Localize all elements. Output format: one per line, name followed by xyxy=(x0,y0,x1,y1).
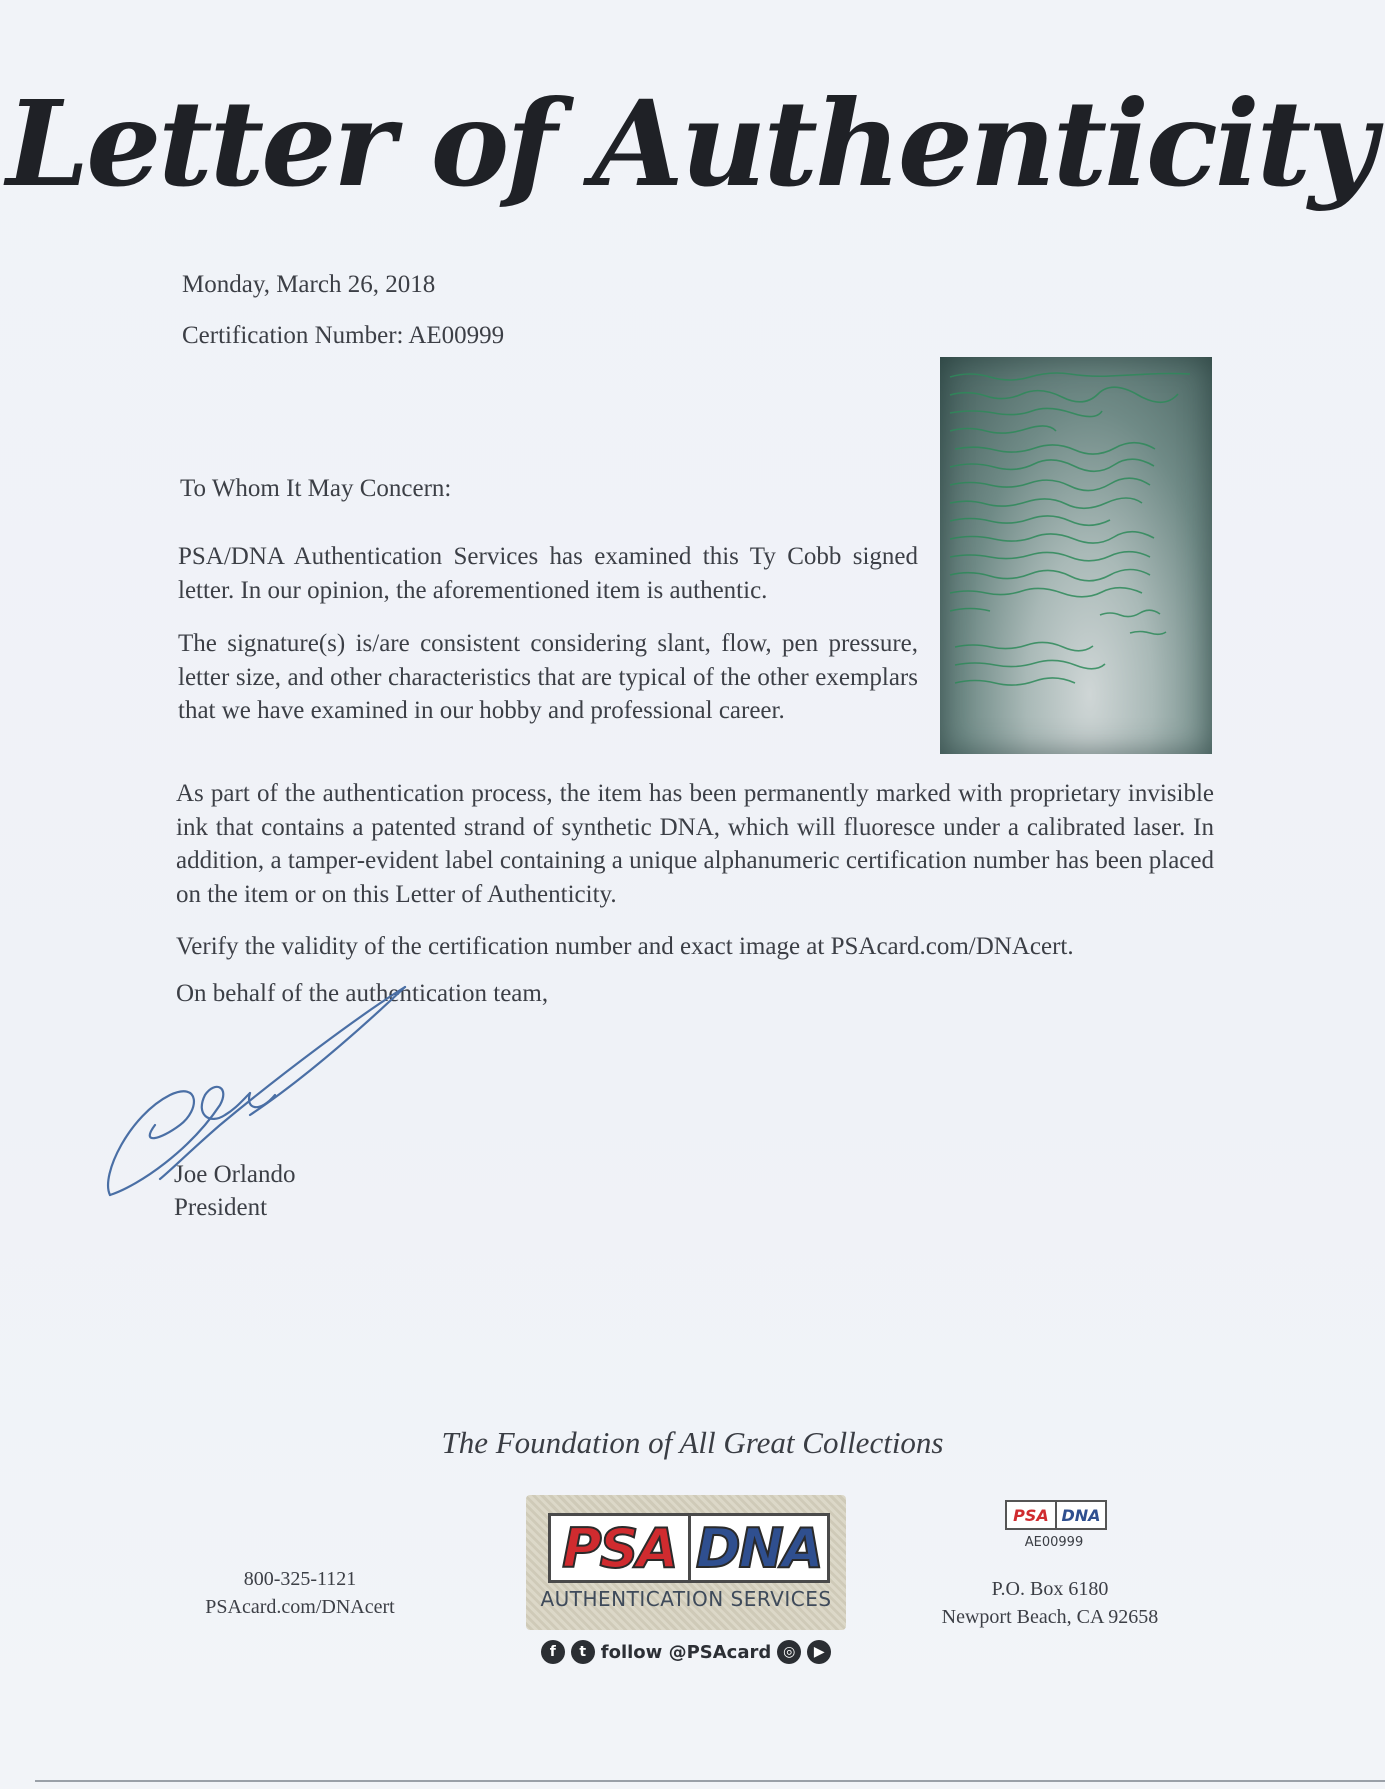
paragraph-examined-text: PSA/DNA Authentication Services has examined this Ty Cobb signed letter. In our opinion, the aforementioned item is authentic. xyxy=(178,543,918,604)
cert-label-dna: DNA xyxy=(1055,1502,1105,1528)
footer-website: PSAcard.com/DNAcert xyxy=(205,1596,395,1618)
logo-dna-text: DNA xyxy=(688,1516,828,1580)
handwritten-letter-image xyxy=(940,357,1212,754)
social-follow xyxy=(526,1640,846,1664)
title-text: Letter of Authenticity xyxy=(6,74,1374,213)
address-line-1: P.O. Box 6180 xyxy=(991,1578,1109,1600)
closing-line: On behalf of the authentication team, xyxy=(176,980,549,1007)
logo-badge xyxy=(548,1513,830,1583)
certification-number: Certification Number: AE00999 xyxy=(182,322,505,349)
follow-handle: follow @PSAcard xyxy=(600,1641,772,1663)
footer-address xyxy=(925,1575,1175,1631)
footer-tagline: The Foundation of All Great Collections xyxy=(441,1425,944,1460)
cert-label-number: AE00999 xyxy=(1024,1535,1084,1550)
paragraph-consistency-text: The signature(s) is/are consistent considering slant, flow, pen pressure, letter size, and other characteristics that are typical of the other exemplars that we have examined in our hobby and professional career. xyxy=(178,630,918,724)
paragraph-verify: Verify the validity of the certification number and exact image at PSAcard.com/DNAcert. xyxy=(176,933,1074,960)
signer-name: Joe Orlando xyxy=(174,1161,296,1188)
cert-label-psa: PSA xyxy=(1013,1505,1049,1525)
paragraph-process xyxy=(176,777,1214,911)
footer-phone: 800-325-1121 xyxy=(243,1568,357,1590)
signer-title: President xyxy=(174,1194,268,1221)
cert-label-logo xyxy=(1005,1500,1107,1530)
paragraph-process-text: As part of the authentication process, the item has been permanently marked with proprietary invisible ink that contains a patented strand of synthetic DNA, which will fluoresce under a calibrated laser. In addition, a tamper-evident label containing a unique alphanumeric certification number has been placed on the item or on this Letter of Authenticity. xyxy=(176,780,1214,908)
letter-date: Monday, March 26, 2018 xyxy=(182,271,436,298)
facebook-icon: f xyxy=(541,1640,565,1664)
letter-title xyxy=(6,60,1374,235)
address-line-2: Newport Beach, CA 92658 xyxy=(941,1606,1159,1628)
instagram-icon: ◎ xyxy=(777,1640,801,1664)
page-edge-divider xyxy=(35,1780,1385,1782)
youtube-icon: ▶ xyxy=(807,1640,831,1664)
twitter-icon: t xyxy=(571,1640,595,1664)
logo-psa-text: PSA xyxy=(562,1516,677,1580)
psa-dna-logo xyxy=(526,1495,846,1630)
item-photo xyxy=(940,357,1212,754)
paragraph-examined xyxy=(178,540,918,607)
logo-subtitle: AUTHENTICATION SERVICES xyxy=(540,1587,832,1611)
paragraph-consistency xyxy=(178,627,918,728)
footer-contact xyxy=(190,1565,410,1621)
salutation: To Whom It May Concern: xyxy=(180,475,452,502)
